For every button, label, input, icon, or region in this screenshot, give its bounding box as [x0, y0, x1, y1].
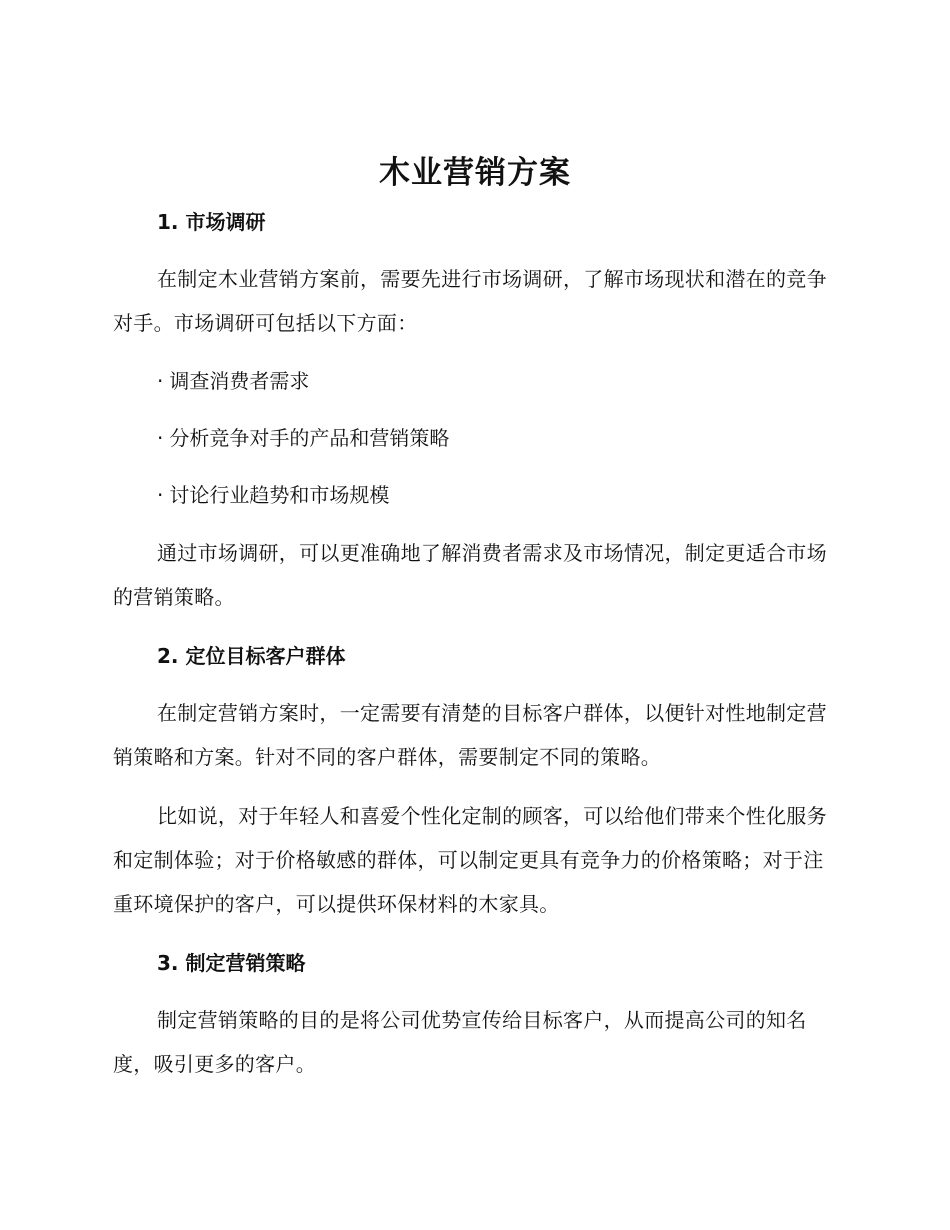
document-title: 木业营销方案 — [379, 155, 571, 191]
bullet-item — [157, 366, 309, 396]
bullet-text: 分析竞争对手的产品和营销策略 — [169, 426, 450, 450]
section-1-conclusion: 通过市场调研，可以更准确地了解消费者需求及市场情况，制定更适合市场的营销策略。 — [113, 541, 827, 609]
bullet-text: 讨论行业趋势和市场规模 — [169, 483, 390, 507]
section-2-paragraph-2: 比如说，对于年轻人和喜爱个性化定制的顾客，可以给他们带来个性化服务和定制体验；对于价格敏感的群体，可以制定更具有竞争力的价格策略；对于注重环境保护的客户，可以提供环保材料的木家具。 — [113, 804, 827, 916]
section-3-heading: 3. 制定营销策略 — [157, 951, 306, 975]
section-2-heading: 2. 定位目标客户群体 — [157, 644, 346, 668]
bullet-item — [157, 423, 449, 453]
bullet-marker: · — [157, 369, 164, 393]
section-1-intro: 在制定木业营销方案前，需要先进行市场调研，了解市场现状和潜在的竞争对手。市场调研可包括以下方面： — [113, 267, 827, 335]
bullet-text: 调查消费者需求 — [169, 369, 310, 393]
section-1-heading: 1. 市场调研 — [157, 210, 266, 234]
section-2-paragraph-1: 在制定营销方案时，一定需要有清楚的目标客户群体，以便针对性地制定营销策略和方案。针对不同的客户群体，需要制定不同的策略。 — [113, 701, 827, 769]
bullet-marker: · — [157, 426, 164, 450]
section-3-paragraph-1: 制定营销策略的目的是将公司优势宣传给目标客户，从而提高公司的知名度，吸引更多的客户。 — [113, 1008, 807, 1076]
bullet-marker: · — [157, 483, 164, 507]
bullet-item — [157, 480, 389, 510]
